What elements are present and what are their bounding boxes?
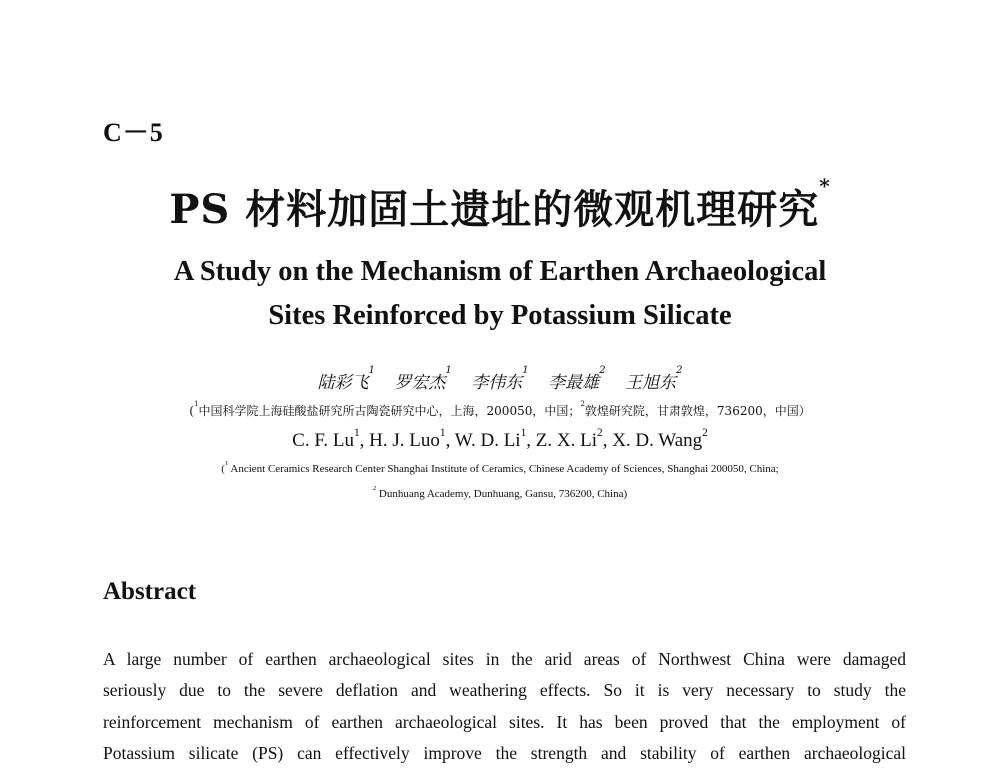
title-chinese — [0, 174, 1000, 235]
author-en: X. D. Wang$^2$ — [612, 427, 708, 451]
title-footnote-mark: * — [819, 174, 831, 198]
author-en: C. F. Lu$^1$ — [292, 427, 360, 451]
author-zh: 李伟东$^1$ — [471, 365, 529, 393]
author-en: Z. X. Li$^2$ — [535, 427, 603, 451]
abstract-line: A large number of earthen archaeological sites in the arid areas of Northwest China were damaged — [103, 649, 906, 669]
abstract-body — [103, 644, 906, 769]
author-zh: 陆彩飞$^1$ — [317, 365, 375, 393]
authors-english: C. F. Lu$^1$, H. J. Luo$^1$, W. D. Li$^1$, Z. X. Li$^2$, X. D. Wang$^2$ — [292, 427, 708, 451]
author-en: H. J. Luo$^1$ — [369, 427, 446, 451]
abstract-line: reinforcement mechanism of earthen archaeological sites. It has been proved that the employment of — [103, 711, 906, 732]
title-english — [0, 250, 1000, 338]
author-zh: 王旭东$^2$ — [625, 365, 683, 393]
title-english-line-2: Sites Reinforced by Potassium Silicate — [268, 300, 732, 331]
title-chinese-text: PS 材料加固土遗址的微观机理研究 — [169, 186, 820, 233]
abstract-line: Potassium silicate (PS) can effectively improve the strength and stability of earthen archaeological — [103, 742, 906, 763]
author-zh: 罗宏杰$^1$ — [394, 365, 452, 393]
section-code: C－5 — [103, 118, 164, 147]
affiliation-chinese: ($^1$中国科学院上海硅酸盐研究所古陶瓷研究中心，上海，200050，中国；$^2$敦煌研究院，甘肃敦煌，736200，中国） — [189, 399, 811, 418]
author-en: W. D. Li$^1$ — [454, 427, 527, 451]
affiliation-english-1: ($^1$ Ancient Ceramics Research Center Shanghai Institute of Ceramics, Chinese Academy of Sciences, Shanghai 200050, China; — [221, 460, 779, 475]
authors-chinese — [0, 365, 1000, 393]
abstract-line: seriously due to the severe deflation and weathering effects. So it is very necessary to study the — [103, 680, 906, 701]
abstract-heading: Abstract — [103, 578, 197, 605]
title-english-line-1: A Study on the Mechanism of Earthen Archaeological — [173, 256, 827, 287]
affiliation-english-2: $^2$ Dunhuang Academy, Dunhuang, Gansu, 736200, China) — [372, 485, 628, 500]
author-zh: 李最雄$^2$ — [548, 365, 606, 393]
